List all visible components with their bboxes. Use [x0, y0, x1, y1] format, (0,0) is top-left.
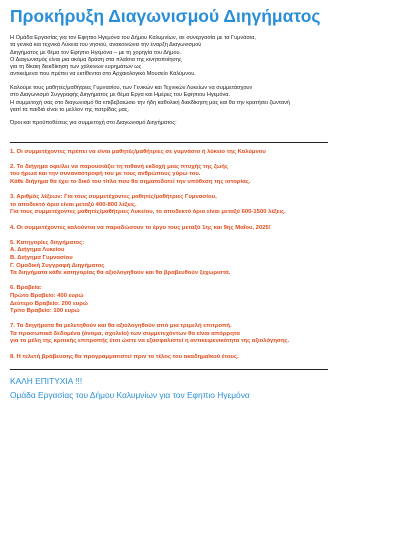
condition-line: 2. Το διήγημα οφείλει να παρουσιάζει τη πιθανή εκδοχή μιας πτυχής της ζωής [10, 163, 228, 170]
signature-text: Ομάδα Εργασίας του Δήμου Καλυμνίων για τον Εφηπιο Ηγεμόνα [10, 389, 250, 400]
intro-line: τα γενικά και τεχνικά Λύκεια του νησιού, ανακοινώνει την έναρξη Διαγωνισμού [10, 42, 202, 49]
intro-paragraph-2 [10, 85, 390, 114]
conditions-list [10, 149, 390, 362]
condition-line: 8. Η τελετή βράβευσης θα προγραμματιστεί πριν το τέλος του ακαδημαϊκού έτους. [10, 353, 239, 360]
condition-line: Για τους συμμετέχοντες μαθητές/μαθήτριες Λυκείου, το αποδεκτό όριο είναι μεταξύ 600-1500 λέξεις. [10, 209, 286, 216]
condition-item [10, 240, 390, 278]
top-divider [10, 142, 328, 143]
condition-line: του ήρωα και την συναναστροφή του με τους ανθρώπους γύρω του. [10, 171, 201, 178]
intro-line: Καλούμε τους μαθητές/μαθήτριες Γυμνασίου, των Γενικών και Τεχνικών Λυκείων να συμμετάσχουν [10, 84, 253, 91]
condition-line: Α. Διήγημα Λυκείου [10, 247, 65, 254]
page-title: Προκήρυξη Διαγωνισμού Διηγήματος [10, 6, 321, 26]
condition-line: για το μέλη της κριτικής επιτροπής έτσι ώστε να εξασφαλιστεί η αντικειμενικότητα της αξιολόγησης. [10, 338, 290, 345]
condition-line: Β. Διήγημα Γυμνασίου [10, 254, 73, 261]
condition-item [10, 164, 390, 187]
condition-item [10, 194, 390, 217]
bottom-divider [10, 369, 328, 370]
condition-line: 1. Οι συμμετέχοντες πρέπει να είναι μαθητές/μαθήτριες σε γυμνάσιο ή λύκειο της Καλύμνου [10, 148, 266, 155]
condition-item [10, 149, 390, 157]
condition-line: 6. Βραβεία: [10, 285, 42, 292]
condition-line: 3. Αριθμός λέξεων: Για τους συμμετέχοντες μαθητές/μαθήτριες Γυμνασίου, [10, 194, 217, 201]
intro-line: Διηγήματος με θέμα τον Εφηπιο Ηγεμόνα – με τη χορηγία του Δήμου. [10, 49, 182, 56]
condition-line: Πρώτο Βραβείο: 400 ευρώ [10, 292, 84, 299]
intro-paragraph-1 [10, 35, 390, 79]
condition-line: Τα διηγήματα κάθε κατηγορίας θα αξιολογηθούν και θα βραβευθούν ξεχωριστά. [10, 270, 231, 277]
condition-line: 4. Οι συμμετέχοντες καλούνται να παραδώσουν το έργο τους μεταξύ 1ης και 9ης Μαΐου, 2025! [10, 224, 271, 231]
condition-line: Τα προσωπικά δεδομένα (όνομα, σχολείο) των συμμετεχόντων θα είναι απόρρητα [10, 330, 240, 337]
condition-line: 7. Τα διηγήματα θα μελετηθούν και θα αξιολογηθούν από μια τριμελή επιτροπή. [10, 323, 232, 330]
condition-line: 5. Κατηγορίες διηγήματος: [10, 239, 85, 246]
condition-line: Κάθε διήγημα θα έχει το δικό του τίτλο που θα σηματοδοτεί την υπόθεση της ιστορίας. [10, 179, 251, 186]
intro-section [10, 35, 390, 114]
intro-line: Ο Διαγωνισμός είναι μια ακόμα δράση στα πλαίσια της κινητοποίησης [10, 56, 182, 63]
intro-line: Η συμμετοχή σας στο διαγωνισμό θα επιβεβαιώσει την ήδη καθολική διεκδίκηση μας και θα την κρατήσει ζωντανή [10, 99, 291, 106]
condition-line: Δεύτερο Βραβείο: 200 ευρώ [10, 300, 88, 307]
condition-line: το αποδεκτό όριο είναι μεταξύ 400-800 λέξεις. [10, 201, 137, 208]
condition-line: Γ. Ομαδική Συγγραφή Διηγήματος [10, 262, 105, 269]
condition-item [10, 225, 390, 233]
intro-line: για τη δίκαιη διεκδίκηση των χάλκινων ευρημάτων ως [10, 64, 142, 71]
intro-line: αντικείμενα που πρέπει να εκτίθενται στο Αρχαιολογικό Μουσείο Καλύμνου. [10, 71, 196, 78]
conditions-heading: Όροι και προϋποθέσεις για συμμετοχή στο Διαγωνισμό Διηγήματος: [10, 120, 177, 127]
condition-item [10, 285, 390, 315]
intro-line: στο Διαγωνισμό Συγγραφής Διηγήματος με θέμα Εργα και Ημέρες του Εφηπιου Ηγεμόνα. [10, 92, 231, 99]
condition-line: Τρίτο Βραβείο: 100 ευρώ [10, 308, 80, 315]
condition-item [10, 323, 390, 346]
closing-text: ΚΑΛΗ ΕΠΙΤΥΧΙΑ !!! [10, 375, 83, 386]
condition-item [10, 354, 390, 362]
intro-line: Η Ομάδα Εργασίας για τον Εφηπιο Ηγεμόνα του Δήμου Καλυμνίων, σε συνεργασία με τα Γυμνάσια, [10, 35, 256, 41]
intro-line: γιατί τα παιδιά είναι το μέλλον της πατρίδας μας. [10, 106, 130, 113]
